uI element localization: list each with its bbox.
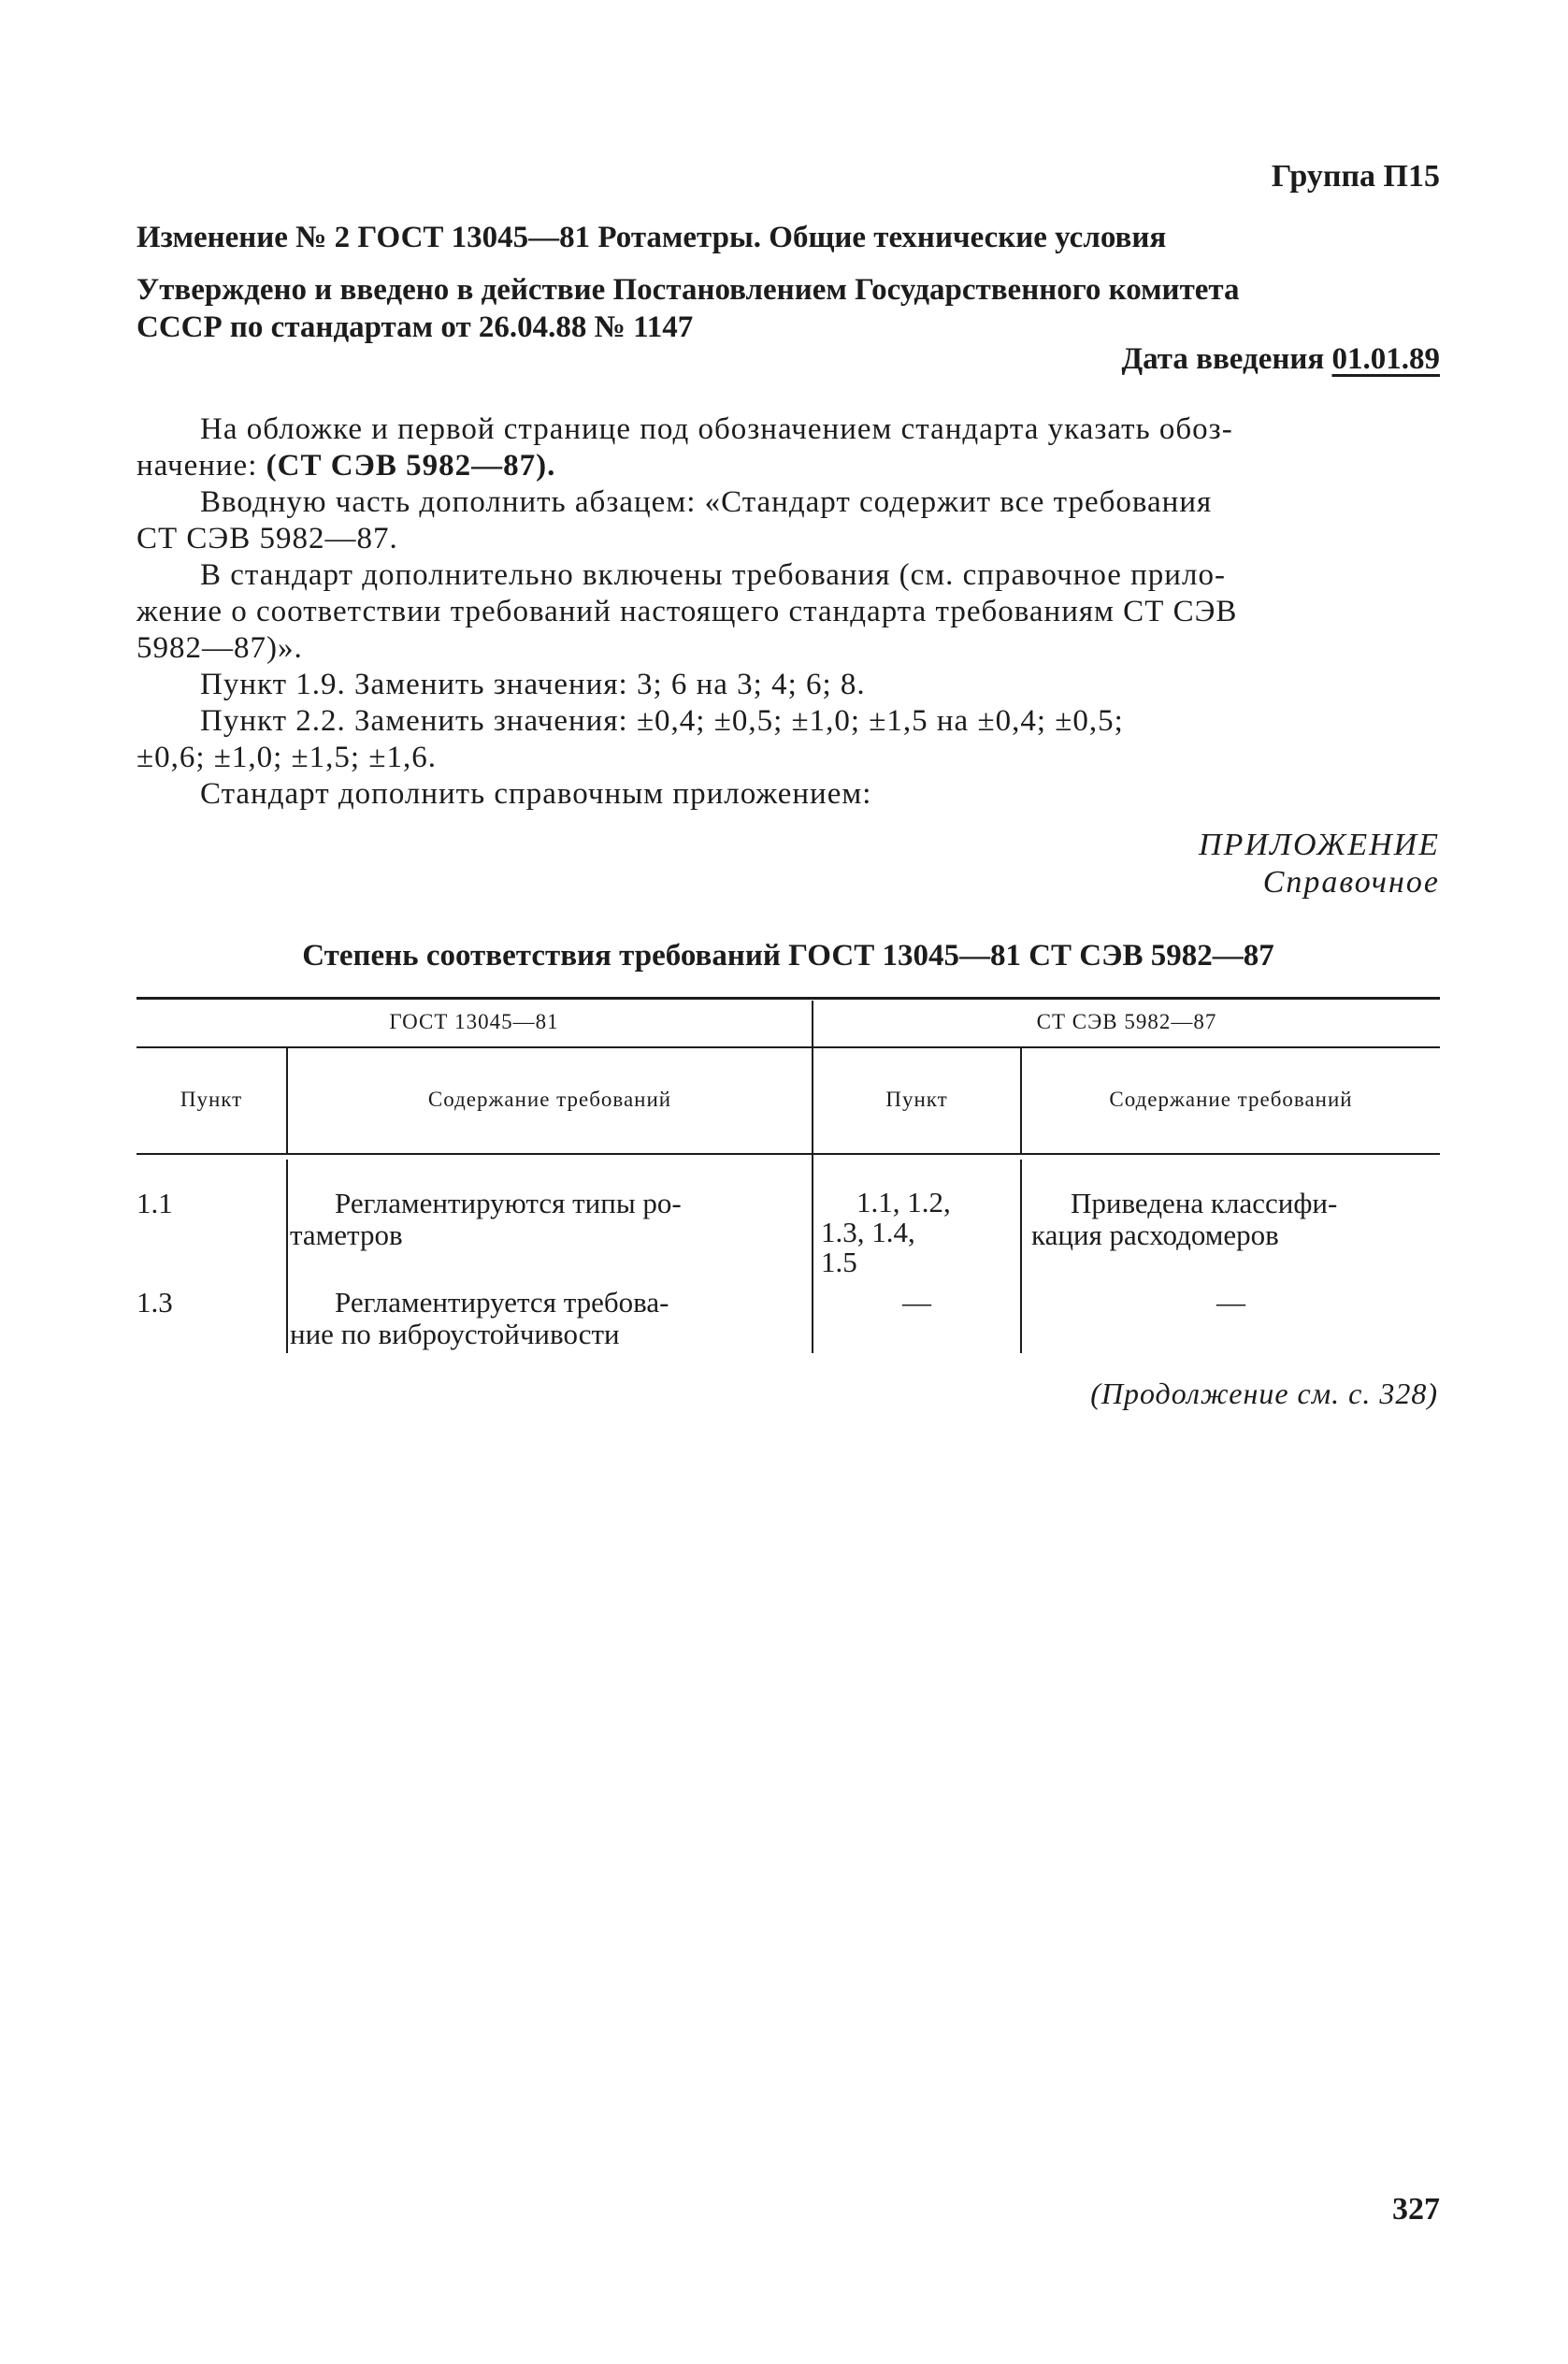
body-text <box>137 411 1440 813</box>
col-header-content: Содержание требований <box>427 1088 672 1111</box>
table-row-1-item: 1.1 <box>137 1187 173 1219</box>
group-header-gost: ГОСТ 13045—81 <box>389 1010 559 1033</box>
paragraph-5-line-2: ±0,6; ±1,0; ±1,5; ±1,6. <box>137 741 437 774</box>
table-body-divider-left <box>286 1160 288 1353</box>
table-row-2-sev-content: — <box>1216 1286 1245 1319</box>
table-row-2-content-line-2: ние по виброустойчивости <box>290 1318 620 1350</box>
table-row-1-content-line-2: таметров <box>290 1218 403 1251</box>
paragraph-3-line-3: 5982—87)». <box>137 631 303 665</box>
table-row-1-content <box>290 1188 802 1251</box>
table-row-1-sev-content <box>1031 1188 1440 1251</box>
appendix-subtitle: Справочное <box>1262 865 1440 900</box>
date-value: 01.01.89 <box>1331 342 1440 376</box>
col-header-item: Пункт <box>180 1088 243 1111</box>
table-row-2-content <box>290 1287 802 1350</box>
effective-date <box>935 342 1440 377</box>
paragraph-4: Пункт 1.9. Заменить значения: 3; 6 на 3; 4; 6; 8. <box>200 668 866 701</box>
table-row-1-content-line-1: Регламентируются типы ро- <box>335 1187 682 1219</box>
table-row-1-sev-item-line-3: 1.5 <box>821 1246 857 1278</box>
continuation-note: (Продолжение см. с. 328) <box>1090 1377 1438 1410</box>
appendix-label <box>1075 827 1440 901</box>
table-title: Степень соответствия требований ГОСТ 13045—81 СТ СЭВ 5982—87 <box>302 939 1274 973</box>
group-label: Группа П15 <box>1271 159 1440 194</box>
table-row-1-sev-item <box>821 1188 1013 1277</box>
paragraph-3-line-2: жение о соответствии требований настоящего стандарта требованиям СТ СЭВ <box>137 595 1238 628</box>
paragraph-1-designation: (СТ СЭВ 5982—87). <box>266 449 556 483</box>
page-number: 327 <box>1392 2192 1440 2227</box>
paragraph-1-line-1: На обложке и первой странице под обозначением стандарта указать обоз- <box>200 412 1233 446</box>
table-row-1-sev-item-line-1: 1.1, 1.2, <box>856 1186 951 1218</box>
table-row-2-item: 1.3 <box>137 1286 173 1319</box>
paragraph-6: Стандарт дополнить справочным приложением: <box>200 777 872 811</box>
group-header-st-sev: СТ СЭВ 5982—87 <box>1036 1010 1217 1033</box>
date-label: Дата введения <box>1121 342 1325 376</box>
change-title: Изменение № 2 ГОСТ 13045—81 Ротаметры. Общие технические условия <box>137 221 1167 254</box>
paragraph-5-line-1: Пункт 2.2. Заменить значения: ±0,4; ±0,5; ±1,0; ±1,5 на ±0,4; ±0,5; <box>200 704 1124 738</box>
table-header-rule <box>137 1153 1440 1155</box>
table-row-1-sev-content-line-1: Приведена классифи- <box>1071 1187 1338 1219</box>
table-row-2-content-line-1: Регламентируется требова- <box>335 1286 669 1319</box>
table-row-1-sev-content-line-2: кация расходомеров <box>1031 1218 1279 1251</box>
col-header-item-sev: Пункт <box>885 1088 948 1111</box>
paragraph-1-text: начение: <box>137 449 266 483</box>
paragraph-1-line-2 <box>137 448 1440 484</box>
approval-statement <box>137 271 1446 346</box>
paragraph-2-line-1: Вводную часть дополнить абзацем: «Стандарт содержит все требования <box>200 485 1213 519</box>
paragraph-3-line-1: В стандарт дополнительно включены требования (см. справочное прило- <box>200 558 1226 592</box>
approval-line-1: Утверждено и введено в действие Постановлением Государственного комитета <box>137 273 1240 307</box>
appendix-title: ПРИЛОЖЕНИЕ <box>1199 828 1440 862</box>
col-header-content-sev: Содержание требований <box>1109 1088 1353 1111</box>
approval-line-2: СССР по стандартам от 26.04.88 № 1147 <box>137 310 694 344</box>
table-body-divider-right <box>1020 1160 1022 1353</box>
table-row-1-sev-item-line-2: 1.3, 1.4, <box>821 1216 915 1248</box>
table-group-rule <box>137 1046 1440 1048</box>
table-row-2-sev-item: — <box>902 1286 931 1319</box>
table-top-rule <box>137 997 1440 1000</box>
paragraph-2-line-2: СТ СЭВ 5982—87. <box>137 522 398 555</box>
